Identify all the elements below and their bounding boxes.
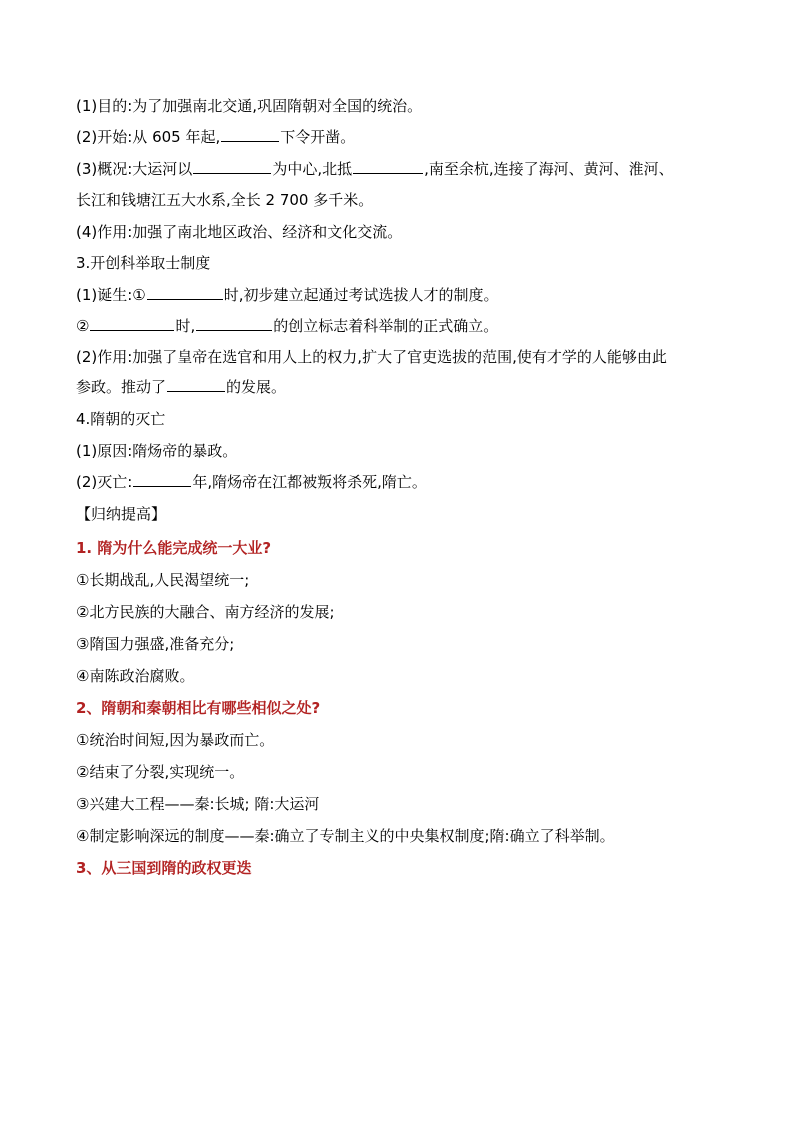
q2-item (76, 826, 615, 846)
overview-text-mid: 为中心,北抵 (272, 160, 353, 178)
q1-item-text: ③隋国力强盛,准备充分; (76, 635, 235, 653)
fall-text-end: 年,隋炀帝在江都被叛将杀死,隋亡。 (192, 473, 427, 491)
birth2-text: ② (76, 317, 90, 335)
q2-item (76, 730, 274, 750)
birth-line (76, 285, 499, 305)
birth-text-end: 时,初步建立起通过考试选拔人才的制度。 (223, 286, 499, 304)
q2-item (76, 762, 244, 782)
fall-title (76, 409, 165, 429)
fall-cause-line (76, 441, 237, 461)
fill-blank[interactable] (353, 159, 423, 174)
q2-item-text: ④制定影响深远的制度——秦:确立了专制主义的中央集权制度;隋:确立了科举制。 (76, 827, 615, 845)
question-3-heading (76, 858, 251, 878)
q2-item-text: ③兴建大工程——秦:长城; 隋:大运河 (76, 795, 320, 813)
q1-item-text: ①长期战乱,人民渴望统一; (76, 571, 250, 589)
overview-line (76, 159, 674, 179)
keju-title (76, 253, 210, 273)
fall-cause-text: (1)原因:隋炀帝的暴政。 (76, 442, 238, 460)
fill-blank[interactable] (193, 159, 271, 174)
fall-line (76, 472, 427, 492)
start-text: (2)开始:从 605 年起, (76, 128, 221, 146)
fill-blank[interactable] (90, 316, 174, 331)
birth2-text-mid: 时, (175, 317, 196, 335)
keju-title-text: 3.开创科举取士制度 (76, 254, 211, 272)
birth2-text-end: 的创立标志着科举制的正式确立。 (273, 317, 499, 335)
fall-title-text: 4.隋朝的灭亡 (76, 410, 166, 428)
start-text-end: 下令开凿。 (280, 128, 356, 146)
q1-item-text: ②北方民族的大融合、南方经济的发展; (76, 603, 335, 621)
q1-item (76, 634, 234, 654)
birth-text: (1)诞生:① (76, 286, 146, 304)
fill-blank[interactable] (167, 377, 225, 392)
question-3-text: 3、从三国到隋的政权更迭 (76, 859, 252, 877)
overview-text-end: ,南至余杭,连接了海河、黄河、淮河、 (424, 160, 674, 178)
birth2-line (76, 316, 498, 336)
q2-item-text: ②结束了分裂,实现统一。 (76, 763, 245, 781)
fill-blank[interactable] (133, 472, 191, 487)
summary-title-text: 【归纳提高】 (76, 505, 167, 523)
effect-line (76, 222, 402, 242)
purpose-line (76, 96, 422, 116)
question-1-heading (76, 538, 271, 558)
purpose-text: (1)目的:为了加强南北交通,巩固隋朝对全国的统治。 (76, 97, 423, 115)
keju-effect-text-2: 参政。推动了 (76, 378, 167, 396)
fill-blank[interactable] (196, 316, 272, 331)
summary-title (76, 504, 166, 524)
keju-effect-line (76, 347, 667, 367)
fill-blank[interactable] (147, 285, 223, 300)
q1-item (76, 602, 335, 622)
q2-item-text: ①统治时间短,因为暴政而亡。 (76, 731, 275, 749)
question-2-text: 2、隋朝和秦朝相比有哪些相似之处? (76, 699, 321, 717)
question-1-text: 1. 隋为什么能完成统一大业? (76, 539, 272, 557)
fall-text: (2)灭亡: (76, 473, 133, 491)
overview-text-2: 长江和钱塘江五大水系,全长 2 700 多千米。 (76, 191, 374, 209)
keju-effect-text: (2)作用:加强了皇帝在选官和用人上的权力,扩大了官吏选拔的范围,使有才学的人能够由此 (76, 348, 667, 366)
keju-effect-text-2-end: 的发展。 (226, 378, 287, 396)
effect-text: (4)作用:加强了南北地区政治、经济和文化交流。 (76, 223, 403, 241)
question-2-heading (76, 698, 320, 718)
overview-line-2 (76, 190, 373, 210)
q1-item (76, 666, 194, 686)
fill-blank[interactable] (221, 127, 279, 142)
start-line (76, 127, 355, 147)
q1-item-text: ④南陈政治腐败。 (76, 667, 195, 685)
keju-effect-line-2 (76, 377, 286, 397)
overview-text: (3)概况:大运河以 (76, 160, 193, 178)
q2-item (76, 794, 319, 814)
q1-item (76, 570, 249, 590)
